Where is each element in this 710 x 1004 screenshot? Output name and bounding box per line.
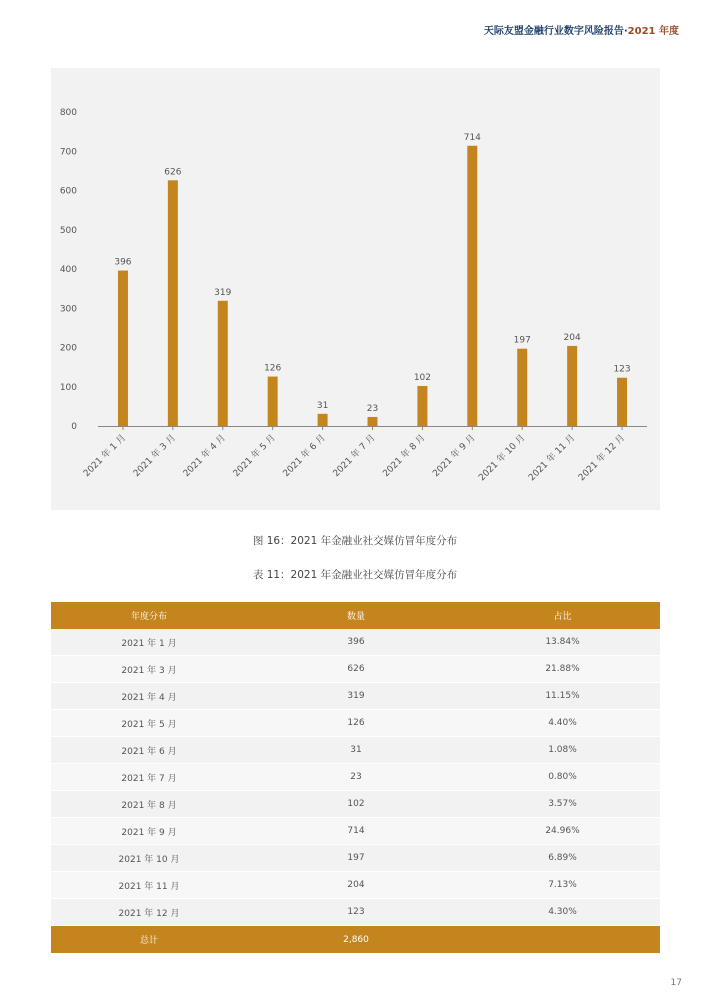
bar bbox=[118, 271, 128, 426]
x-tick-label: 2021 年 3 月 bbox=[131, 433, 178, 480]
data-label: 126 bbox=[264, 363, 282, 374]
data-label: 204 bbox=[563, 332, 581, 343]
x-tick-label: 2021 年 5 月 bbox=[231, 433, 278, 480]
cell-period: 2021 年 4 月 bbox=[51, 683, 247, 710]
bar bbox=[268, 377, 278, 426]
cell-count: 126 bbox=[247, 710, 465, 737]
cell-share: 0.80% bbox=[465, 764, 660, 791]
cell-share: 24.96% bbox=[465, 818, 660, 845]
bar-chart bbox=[51, 68, 660, 510]
bar bbox=[168, 180, 178, 426]
cell-share: 3.57% bbox=[465, 791, 660, 818]
x-tick-label: 2021 年 12 月 bbox=[576, 433, 628, 484]
table-row bbox=[51, 737, 660, 764]
bar bbox=[517, 349, 527, 426]
data-label: 319 bbox=[214, 287, 232, 298]
column-header-share: 占比 bbox=[465, 602, 660, 629]
bar bbox=[318, 414, 328, 426]
cell-count: 123 bbox=[247, 899, 465, 926]
cell-period: 2021 年 8 月 bbox=[51, 791, 247, 818]
total-share bbox=[465, 926, 660, 954]
data-label: 123 bbox=[613, 364, 631, 375]
data-label: 714 bbox=[463, 132, 481, 143]
page-header bbox=[484, 22, 679, 37]
data-label: 102 bbox=[413, 372, 432, 383]
bar bbox=[467, 146, 477, 426]
cell-share: 13.84% bbox=[465, 629, 660, 656]
cell-count: 102 bbox=[247, 791, 465, 818]
data-label: 626 bbox=[164, 167, 182, 178]
header-title: 天际友盟金融行业数字风险报告· bbox=[483, 26, 628, 37]
column-header-count: 数量 bbox=[247, 602, 465, 629]
table-body bbox=[51, 629, 660, 926]
figure-caption: 图 16：2021 年金融业社交媒仿冒年度分布 bbox=[252, 535, 458, 547]
table-header-row bbox=[51, 602, 660, 629]
cell-count: 626 bbox=[247, 656, 465, 683]
table-row bbox=[51, 683, 660, 710]
table-row bbox=[51, 845, 660, 872]
cell-period: 2021 年 1 月 bbox=[51, 629, 247, 656]
y-tick-label: 800 bbox=[59, 108, 77, 118]
x-tick-label: 2021 年 9 月 bbox=[431, 433, 478, 480]
cell-share: 4.30% bbox=[465, 899, 660, 926]
bar bbox=[368, 417, 378, 426]
cell-count: 396 bbox=[247, 629, 465, 656]
cell-period: 2021 年 5 月 bbox=[51, 710, 247, 737]
cell-period: 2021 年 12 月 bbox=[51, 899, 247, 926]
data-label: 23 bbox=[366, 403, 379, 414]
y-tick-label: 300 bbox=[59, 304, 77, 315]
bar bbox=[218, 301, 228, 426]
table-row bbox=[51, 818, 660, 845]
page-number: 17 bbox=[670, 978, 682, 988]
cell-period: 2021 年 3 月 bbox=[51, 656, 247, 683]
cell-share: 11.15% bbox=[465, 683, 660, 710]
cell-period: 2021 年 11 月 bbox=[51, 872, 247, 899]
data-label: 396 bbox=[114, 257, 132, 268]
table-row bbox=[51, 629, 660, 656]
table-row bbox=[51, 872, 660, 899]
cell-share: 1.08% bbox=[465, 737, 660, 764]
x-tick-label: 2021 年 10 月 bbox=[477, 433, 528, 484]
y-tick-label: 100 bbox=[59, 382, 77, 393]
table-row bbox=[51, 764, 660, 791]
y-tick-label: 0 bbox=[71, 422, 77, 432]
cell-share: 21.88% bbox=[465, 656, 660, 683]
table-total-row bbox=[51, 926, 660, 954]
data-label: 197 bbox=[513, 335, 531, 346]
cell-count: 319 bbox=[247, 683, 465, 710]
bar bbox=[417, 386, 427, 426]
x-tick-label: 2021 年 6 月 bbox=[281, 433, 328, 480]
y-tick-label: 200 bbox=[59, 343, 77, 354]
table-row bbox=[51, 656, 660, 683]
x-tick-label: 2021 年 4 月 bbox=[181, 433, 228, 480]
x-tick-label: 2021 年 11 月 bbox=[527, 433, 578, 484]
table-row bbox=[51, 899, 660, 926]
y-tick-label: 400 bbox=[59, 265, 77, 275]
total-label: 总计 bbox=[51, 926, 247, 954]
bar-chart-panel bbox=[51, 68, 660, 510]
cell-count: 31 bbox=[247, 737, 465, 764]
bar bbox=[567, 346, 577, 426]
total-count: 2,860 bbox=[247, 926, 465, 954]
cell-period: 2021 年 10 月 bbox=[51, 845, 247, 872]
cell-count: 714 bbox=[247, 818, 465, 845]
cell-period: 2021 年 9 月 bbox=[51, 818, 247, 845]
y-tick-label: 600 bbox=[59, 186, 77, 197]
y-tick-label: 700 bbox=[59, 147, 77, 158]
cell-share: 4.40% bbox=[465, 710, 660, 737]
distribution-table bbox=[51, 602, 660, 954]
bar bbox=[617, 378, 627, 426]
table-caption: 表 11：2021 年金融业社交媒仿冒年度分布 bbox=[252, 569, 458, 581]
table-row bbox=[51, 710, 660, 737]
x-tick-label: 2021 年 1 月 bbox=[81, 433, 129, 480]
y-tick-label: 500 bbox=[59, 225, 77, 236]
data-label: 31 bbox=[316, 400, 329, 411]
x-tick-label: 2021 年 8 月 bbox=[381, 433, 428, 480]
cell-count: 23 bbox=[247, 764, 465, 791]
cell-count: 204 bbox=[247, 872, 465, 899]
cell-share: 7.13% bbox=[465, 872, 660, 899]
cell-period: 2021 年 7 月 bbox=[51, 764, 247, 791]
header-year: 2021 年度 bbox=[627, 26, 679, 37]
table-row bbox=[51, 791, 660, 818]
x-tick-label: 2021 年 7 月 bbox=[331, 433, 378, 480]
cell-count: 197 bbox=[247, 845, 465, 872]
cell-period: 2021 年 6 月 bbox=[51, 737, 247, 764]
cell-share: 6.89% bbox=[465, 845, 660, 872]
column-header-period: 年度分布 bbox=[51, 602, 247, 629]
